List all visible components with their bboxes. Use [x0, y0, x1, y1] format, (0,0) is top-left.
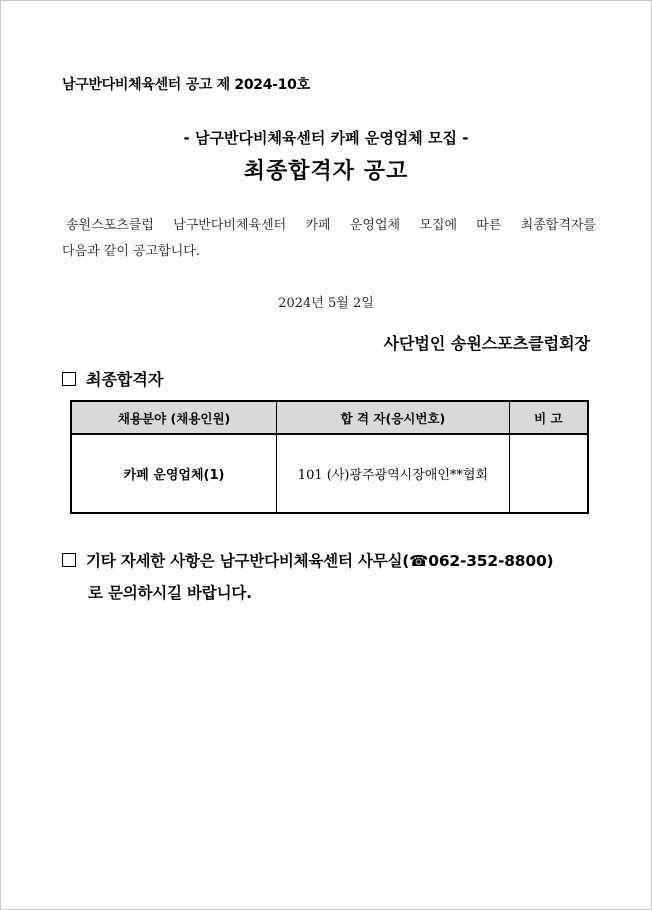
cell-winner: 101 (사)광주광역시장애인**협회	[277, 434, 510, 513]
contact-note-line-2: 로 문의하시길 바랍니다.	[88, 584, 252, 602]
header-remarks: 비 고	[509, 401, 588, 434]
table-row	[71, 434, 588, 513]
announcement-date: 2024년 5월 2일	[278, 296, 374, 311]
checkbox-square-icon	[62, 372, 76, 386]
table-header-row	[71, 401, 588, 434]
announcement-body-line-1: 송원스포츠클럽 남구반다비체육센터 카페 운영업체 모집에 따른 최종합격자를	[66, 218, 596, 233]
section-heading-label: 최종합격자	[86, 370, 164, 389]
results-table	[70, 400, 589, 514]
header-field: 채용분야 (채용인원)	[71, 401, 277, 434]
announcement-body-line-2: 다음과 같이 공고합니다.	[62, 244, 200, 259]
notice-subtitle: - 남구반다비체육센터 카페 운영업체 모집 -	[183, 129, 469, 147]
issuing-organization: 사단법인 송원스포츠클럽회장	[383, 334, 590, 353]
header-winner: 합 격 자(응시번호)	[277, 401, 510, 434]
section-heading	[62, 367, 163, 390]
cell-remarks	[509, 434, 588, 513]
contact-note-line-1: 기타 자세한 사항은 남구반다비체육센터 사무실(☎062-352-8800)	[86, 552, 554, 570]
contact-note	[62, 545, 602, 609]
cell-field: 카페 운영업체(1)	[71, 434, 277, 513]
checkbox-square-icon	[62, 553, 76, 567]
announcement-body	[62, 213, 596, 265]
notice-number: 남구반다비체육센터 공고 제 2024-10호	[62, 77, 310, 93]
page-title: 최종합격자 공고	[243, 159, 409, 184]
